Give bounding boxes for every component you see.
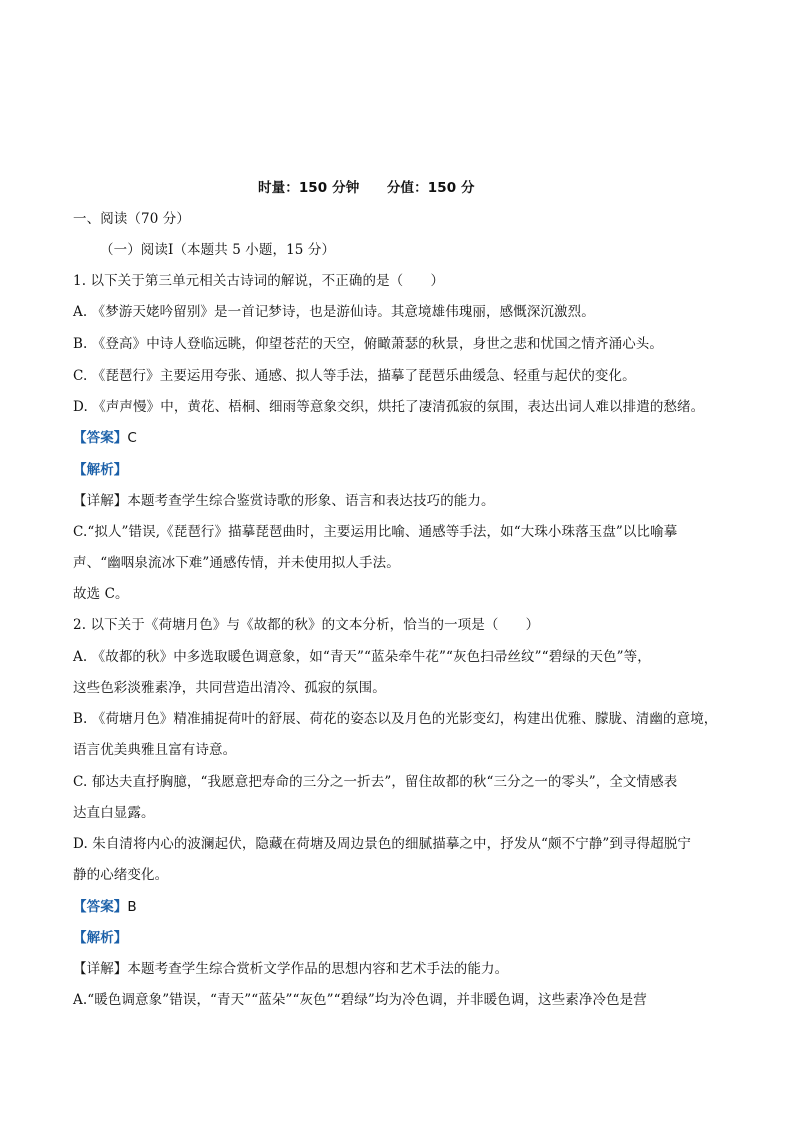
question-1-explanation-line: C.“拟人”错误,《琵琶行》描摹琵琶曲时，主要运用比喻、通感等手法，如“大珠小珠落玉盘”以比喻摹	[73, 524, 678, 540]
question-2-answer	[73, 898, 137, 916]
question-1-analysis	[73, 461, 127, 479]
detail-tag: 【详解】	[73, 961, 128, 977]
analysis-tag: 【解析】	[73, 462, 128, 478]
question-1-option-c: C. 《琵琶行》主要运用夸张、通感、拟人等手法，描摹了琵琶乐曲缓急、轻重与起伏的变化。	[73, 368, 636, 384]
answer-tag: 【答案】	[73, 899, 128, 915]
detail-text: 本题考查学生综合赏析文学作品的思想内容和艺术手法的能力。	[127, 961, 509, 977]
exam-header	[258, 179, 475, 197]
question-1-option-d: D. 《声声慢》中，黄花、梧桐、细雨等意象交织，烘托了凄清孤寂的氛围，表达出词人难以排遣的愁绪。	[73, 399, 705, 415]
question-1-answer	[73, 429, 137, 447]
question-2-analysis	[73, 929, 127, 947]
question-2-option-a: A. 《故都的秋》中多选取暖色调意象，如“青天”“蓝朵牵牛花”“灰色扫帚丝纹”“碧绿的天色”等，	[73, 649, 651, 665]
question-1-detail	[73, 492, 495, 510]
time-value: 150 分钟	[298, 180, 360, 196]
question-2-option-a-cont: 这些色彩淡雅素净，共同营造出清冷、孤寂的氛围。	[73, 680, 386, 696]
subsection-title: （一）阅读Ⅰ（本题共 5 小题，15 分）	[100, 242, 336, 258]
score-label: 分值：	[386, 180, 428, 196]
time-label: 时量：	[258, 180, 299, 196]
answer-tag: 【答案】	[73, 430, 128, 446]
question-1-stem: 1. 以下关于第三单元相关古诗词的解说，不正确的是（ ）	[73, 273, 445, 289]
question-1-explanation-line: 声、“幽咽泉流冰下难”通感传情，并未使用拟人手法。	[73, 555, 400, 571]
question-1-option-b: B. 《登高》中诗人登临远眺，仰望苍茫的天空，俯瞰萧瑟的秋景，身世之悲和忧国之情齐涌心头。	[73, 336, 664, 352]
question-2-option-c-cont: 达直白显露。	[73, 805, 155, 821]
question-2-detail	[73, 960, 508, 978]
detail-text: 本题考查学生综合鉴赏诗歌的形象、语言和表达技巧的能力。	[127, 493, 495, 509]
question-2-option-d: D. 朱自清将内心的波澜起伏，隐藏在荷塘及周边景色的细腻描摹之中，抒发从“颇不宁静”到寻得超脱宁	[73, 836, 692, 852]
question-2-explanation-line: A.“暖色调意象”错误，“青天”“蓝朵”“灰色”“碧绿”均为冷色调，并非暖色调，这些素净冷色是营	[73, 992, 647, 1008]
answer-value: C	[127, 430, 137, 446]
score-value: 150 分	[427, 180, 475, 196]
question-2-option-b: B. 《荷塘月色》精准捕捉荷叶的舒展、荷花的姿态以及月色的光影变幻，构建出优雅、朦胧、清幽的意境，	[73, 711, 718, 727]
question-1-conclusion: 故选 C。	[73, 586, 129, 602]
detail-tag: 【详解】	[73, 493, 128, 509]
question-2-option-c: C. 郁达夫直抒胸臆，“我愿意把寿命的三分之一折去”，留住故都的秋“三分之一的零头”，全文情感表	[73, 774, 678, 790]
question-2-option-b-cont: 语言优美典雅且富有诗意。	[73, 742, 237, 758]
question-2-option-d-cont: 静的心绪变化。	[73, 867, 169, 883]
analysis-tag: 【解析】	[73, 930, 128, 946]
question-2-stem: 2. 以下关于《荷塘月色》与《故都的秋》的文本分析，恰当的一项是（ ）	[73, 617, 540, 633]
answer-value: B	[127, 899, 137, 915]
section-title: 一、阅读（70 分）	[73, 211, 190, 227]
question-1-option-a: A. 《梦游天姥吟留别》是一首记梦诗，也是游仙诗。其意境雄伟瑰丽，感慨深沉激烈。	[73, 304, 595, 320]
